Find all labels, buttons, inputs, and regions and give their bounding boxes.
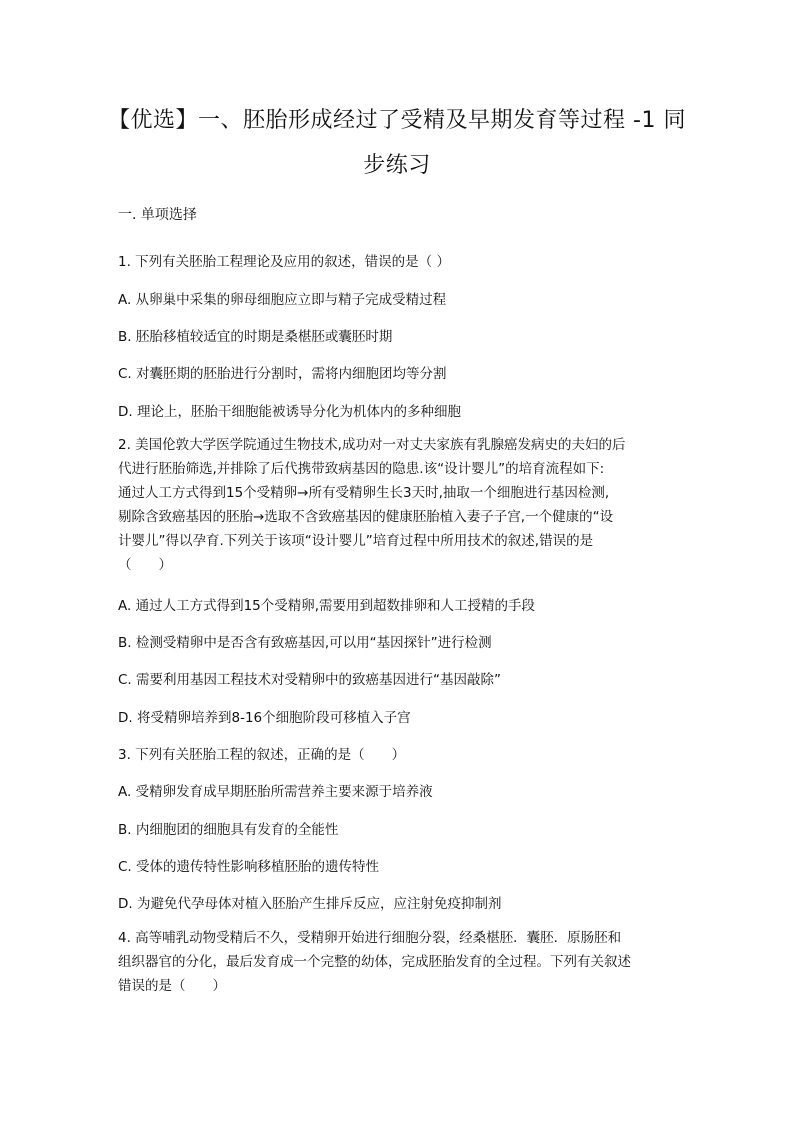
answer-option: C. 需要利用基因工程技术对受精卵中的致癌基因进行“基因敲除” [118,672,501,688]
section-heading: 一. 单项选择 [118,207,197,223]
stem-line: 组织器官的分化，最后发育成一个完整的幼体，完成胚胎发育的全过程。下列有关叙述 [118,954,631,970]
stem-line: 2. 美国伦敦大学医学院通过生物技术,成功对一对丈夫家族有乳腺癌发病史的夫妇的后 [118,437,626,453]
stem-line: 通过人工方式得到15个受精卵→所有受精卵生长3天时,抽取一个细胞进行基因检测, [118,485,610,501]
answer-option: D. 为避免代孕母体对植入胚胎产生排斥反应，应注射免疫抑制剂 [118,896,502,912]
answer-option: D. 将受精卵培养到8-16个细胞阶段可移植入子宫 [118,710,411,726]
answer-option: A. 通过人工方式得到15个受精卵,需要用到超数排卵和人工授精的手段 [118,598,536,614]
answer-option: B. 内细胞团的细胞具有发育的全能性 [118,822,339,838]
question-stem: 1. 下列有关胚胎工程理论及应用的叙述，错误的是（ ） [118,254,450,270]
answer-option: B. 检测受精卵中是否含有致癌基因,可以用“基因探针”进行检测 [118,635,492,651]
answer-option: A. 受精卵发育成早期胚胎所需营养主要来源于培养液 [118,784,433,800]
question-stem [118,433,678,577]
stem-line: 4. 高等哺乳动物受精后不久，受精卵开始进行细胞分裂，经桑椹胚．囊胚．原肠胚和 [118,930,622,946]
answer-option: C. 对囊胚期的胚胎进行分割时，需将内细胞团均等分割 [118,366,447,382]
stem-line: （ ） [118,557,172,573]
stem-line: 计婴儿”得以孕育.下列关于该项“设计婴儿”培育过程中所用技术的叙述,错误的是 [118,533,594,549]
title-line: 【优选】一、胚胎形成经过了受精及早期发育等过程 -1 同 [108,108,686,133]
title-line: 步练习 [363,153,431,178]
question-stem: 3. 下列有关胚胎工程的叙述，正确的是（ ） [118,747,406,763]
answer-option: A. 从卵巢中采集的卵母细胞应立即与精子完成受精过程 [118,292,447,308]
question-stem [118,926,678,998]
stem-line: 错误的是（ ） [118,978,226,994]
stem-line: 代进行胚胎筛选,并排除了后代携带致病基因的隐患.该“设计婴儿”的培育流程如下: [118,461,605,477]
answer-option: D. 理论上，胚胎干细胞能被诱导分化为机体内的多种细胞 [118,404,461,420]
answer-option: C. 受体的遗传特性影响移植胚胎的遗传特性 [118,859,380,875]
stem-line: 剔除含致癌基因的胚胎→选取不含致癌基因的健康胚胎植入妻子子宫,一个健康的“设 [118,509,614,525]
page-title [100,98,694,188]
answer-option: B. 胚胎移植较适宜的时期是桑椹胚或囊胚时期 [118,329,393,345]
